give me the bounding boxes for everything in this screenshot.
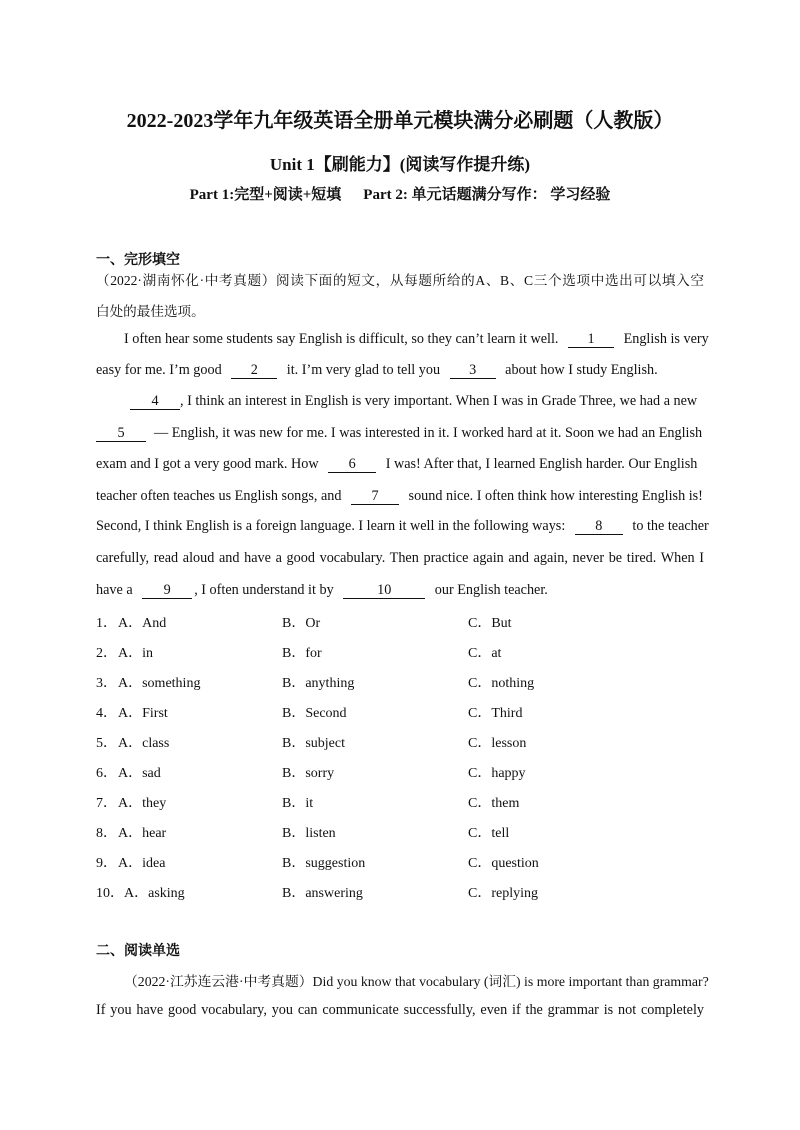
option-a: A．something xyxy=(118,676,201,691)
passage-line: carefully, read aloud and have a good vocabulary. Then practice again and again, never be tired. When I xyxy=(96,550,704,566)
passage-line xyxy=(96,362,704,379)
question-number: 8． xyxy=(96,826,117,841)
passage-text: it. I’m very glad to tell you xyxy=(286,362,441,378)
option-b: B．listen xyxy=(282,826,336,841)
option-b: B．answering xyxy=(282,886,363,901)
option-c: C．replying xyxy=(468,886,538,901)
section2-line1: （2022·江苏连云港·中考真题）Did you know that vocabulary (词汇) is more important than grammar? xyxy=(124,974,709,989)
blank-1: 1 xyxy=(568,332,614,348)
section2-heading: 二、阅读单选 xyxy=(96,943,180,959)
question-number: 2． xyxy=(96,646,117,661)
blank-6: 6 xyxy=(328,457,376,473)
option-a: A．class xyxy=(118,736,170,751)
option-b: B．anything xyxy=(282,676,355,691)
option-a: A．they xyxy=(118,796,167,811)
document-subtitle: Unit 1【刷能力】(阅读写作提升练) xyxy=(269,155,531,174)
section1-heading: 一、完形填空 xyxy=(96,252,180,268)
blank-8: 8 xyxy=(575,519,623,535)
option-a: A．asking xyxy=(124,886,185,901)
option-b: B．Or xyxy=(282,616,321,631)
question-number: 4． xyxy=(96,706,117,721)
passage-line xyxy=(96,425,704,442)
passage-text: , I often understand it by xyxy=(194,582,334,598)
blank-9: 9 xyxy=(142,583,192,599)
option-a: A．idea xyxy=(118,856,166,871)
passage-text: sound nice. I often think how interesting English is! xyxy=(408,488,703,504)
question-number: 1． xyxy=(96,616,117,631)
option-a: A．hear xyxy=(118,826,167,841)
section1-intro-line2: 白处的最佳选项。 xyxy=(96,304,205,319)
parts-line xyxy=(0,183,800,204)
question-number: 6． xyxy=(96,766,117,781)
passage-text: easy for me. I’m good xyxy=(96,362,222,378)
blank-7: 7 xyxy=(351,489,399,505)
option-c: C．Third xyxy=(468,706,523,721)
option-c: C．question xyxy=(468,856,539,871)
option-a: A．First xyxy=(118,706,168,721)
option-b: B．sorry xyxy=(282,766,335,781)
option-b: B．suggestion xyxy=(282,856,366,871)
question-number: 3． xyxy=(96,676,117,691)
passage-text: about how I study English. xyxy=(505,362,658,378)
option-b: B．Second xyxy=(282,706,347,721)
option-b: B．for xyxy=(282,646,322,661)
option-c: C．them xyxy=(468,796,520,811)
section1-intro-line1: （2022·湖南怀化·中考真题）阅读下面的短文，从每题所给的A、B、C三个选项中选出可以填入空 xyxy=(96,273,704,288)
passage-text: to the teacher xyxy=(632,518,709,534)
passage-line xyxy=(96,518,709,535)
blank-5: 5 xyxy=(96,426,146,442)
passage-line xyxy=(130,393,704,410)
part1-label: Part 1:完型+阅读+短填 xyxy=(189,187,342,203)
blank-2: 2 xyxy=(231,363,277,379)
passage-text: I was! After that, I learned English harder. Our English xyxy=(385,456,698,472)
passage-line xyxy=(96,456,704,473)
option-b: B．it xyxy=(282,796,314,811)
option-c: C．But xyxy=(468,616,512,631)
option-b: B．subject xyxy=(282,736,345,751)
passage-text: exam and I got a very good mark. How xyxy=(96,456,319,472)
part2-label: Part 2: 单元话题满分写作： 学习经验 xyxy=(363,187,611,203)
passage-line xyxy=(124,331,709,348)
document-title: 2022-2023学年九年级英语全册单元模块满分必刷题（人教版） xyxy=(126,110,674,132)
passage-text: our English teacher. xyxy=(434,582,548,598)
passage-text: , I think an interest in English is very important. When I was in Grade Three, we had a new xyxy=(180,393,698,409)
passage-line xyxy=(96,488,704,505)
passage-text: I often hear some students say English is difficult, so they can’t learn it well. xyxy=(124,331,559,347)
option-a: A．And xyxy=(118,616,167,631)
passage-text: — English, it was new for me. I was interested in it. I worked hard at it. Soon we had an English xyxy=(154,425,703,441)
passage-text: Second, I think English is a foreign language. I learn it well in the following ways: xyxy=(96,518,566,534)
passage-text: teacher often teaches us English songs, and xyxy=(96,488,342,504)
option-c: C．tell xyxy=(468,826,510,841)
option-c: C．lesson xyxy=(468,736,527,751)
blank-10: 10 xyxy=(343,583,425,599)
option-c: C．at xyxy=(468,646,502,661)
option-a: A．in xyxy=(118,646,153,661)
blank-3: 3 xyxy=(450,363,496,379)
option-a: A．sad xyxy=(118,766,161,781)
option-c: C．nothing xyxy=(468,676,535,691)
passage-text: have a xyxy=(96,582,133,598)
option-c: C．happy xyxy=(468,766,526,781)
passage-text: English is very xyxy=(623,331,709,347)
question-number: 7． xyxy=(96,796,117,811)
question-number: 5． xyxy=(96,736,117,751)
question-number: 9． xyxy=(96,856,117,871)
question-number: 10． xyxy=(96,886,124,901)
passage-line xyxy=(96,582,704,599)
section2-line2: If you have good vocabulary, you can communicate successfully, even if the grammar is not completely xyxy=(96,1002,704,1018)
blank-4: 4 xyxy=(130,394,180,410)
